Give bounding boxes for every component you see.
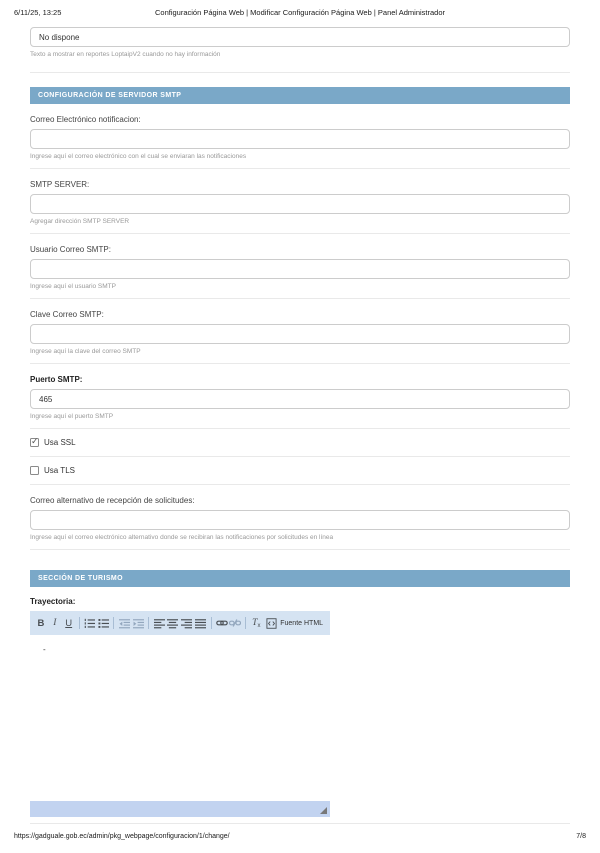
section-header-smtp: CONFIGURACIÓN DE SERVIDOR SMTP bbox=[30, 87, 570, 104]
reporte-texto-input[interactable] bbox=[30, 27, 570, 47]
field-label: SMTP SERVER: bbox=[30, 180, 90, 189]
align-left-icon bbox=[154, 618, 165, 629]
indent-button[interactable] bbox=[131, 614, 145, 632]
field-row-usa-tls bbox=[30, 457, 570, 485]
checkbox-label: Usa SSL bbox=[44, 438, 76, 447]
field-label: Puerto SMTP: bbox=[30, 375, 83, 384]
italic-button[interactable] bbox=[48, 614, 62, 632]
field-help: Ingrese aquí la clave del correo SMTP bbox=[30, 348, 141, 355]
unlink-button[interactable] bbox=[229, 614, 243, 632]
resize-handle-icon[interactable] bbox=[320, 807, 327, 814]
field-row-puerto-smtp bbox=[30, 364, 570, 429]
numbered-list-icon bbox=[84, 618, 95, 629]
field-label: Clave Correo SMTP: bbox=[30, 310, 104, 319]
align-center-icon bbox=[167, 618, 178, 629]
underline-button[interactable] bbox=[62, 614, 76, 632]
link-button[interactable] bbox=[215, 614, 229, 632]
field-help: Ingrese aquí el correo electrónico alternativo donde se recibiran las notificaciones por solicitudes en línea bbox=[30, 534, 334, 541]
richtext-editor bbox=[30, 611, 330, 817]
checkbox-label: Usa TLS bbox=[44, 466, 75, 475]
align-justify-button[interactable] bbox=[194, 614, 208, 632]
correo-alternativo-input[interactable] bbox=[30, 510, 570, 530]
smtp-server-input[interactable] bbox=[30, 194, 570, 214]
print-footer bbox=[14, 833, 586, 840]
bold-icon: B bbox=[37, 617, 45, 629]
field-row-reporte-texto bbox=[30, 20, 570, 73]
field-help: Agregar dirección SMTP SERVER bbox=[30, 218, 130, 225]
outdent-button[interactable] bbox=[117, 614, 131, 632]
bullet-list-button[interactable] bbox=[97, 614, 111, 632]
field-row-usuario-smtp bbox=[30, 234, 570, 299]
toolbar-separator bbox=[113, 617, 114, 629]
remove-format-icon: T bbox=[252, 618, 258, 628]
align-left-button[interactable] bbox=[152, 614, 166, 632]
field-label: Usuario Correo SMTP: bbox=[30, 245, 111, 254]
toolbar-separator bbox=[148, 617, 149, 629]
field-label: Correo alternativo de recepción de solicitudes: bbox=[30, 496, 195, 505]
numbered-list-button[interactable] bbox=[83, 614, 97, 632]
field-row-correo-notificacion bbox=[30, 104, 570, 169]
print-header bbox=[14, 8, 586, 20]
underline-icon: U bbox=[65, 617, 73, 629]
field-row-clave-smtp bbox=[30, 299, 570, 364]
clave-smtp-input[interactable] bbox=[30, 324, 570, 344]
row-divider bbox=[30, 823, 570, 824]
link-icon bbox=[216, 617, 228, 629]
toolbar-separator bbox=[211, 617, 212, 629]
source-icon bbox=[266, 618, 277, 629]
usa-ssl-checkbox[interactable] bbox=[30, 438, 39, 447]
bullet-list-icon bbox=[98, 618, 109, 629]
align-justify-icon bbox=[195, 618, 206, 629]
editor-bottom-bar bbox=[30, 801, 330, 817]
usa-tls-checkbox[interactable] bbox=[30, 466, 39, 475]
bold-button[interactable] bbox=[34, 614, 48, 632]
align-right-icon bbox=[181, 618, 192, 629]
italic-icon: I bbox=[53, 618, 57, 628]
field-row-smtp-server bbox=[30, 169, 570, 234]
field-help: Ingrese aquí el correo electrónico con el cual se enviaran las notificaciones bbox=[30, 153, 247, 160]
section-header-turismo: SECCIÓN DE TURISMO bbox=[30, 570, 570, 587]
usuario-smtp-input[interactable] bbox=[30, 259, 570, 279]
align-right-button[interactable] bbox=[180, 614, 194, 632]
editor-content-area[interactable]: - bbox=[30, 635, 330, 801]
align-center-button[interactable] bbox=[166, 614, 180, 632]
toolbar-separator bbox=[79, 617, 80, 629]
correo-notificacion-input[interactable] bbox=[30, 129, 570, 149]
remove-format-button[interactable] bbox=[249, 614, 263, 632]
source-html-button[interactable] bbox=[263, 614, 326, 632]
toolbar-separator bbox=[245, 617, 246, 629]
field-label: Correo Electrónico notificacion: bbox=[30, 115, 141, 124]
puerto-smtp-input[interactable] bbox=[30, 389, 570, 409]
page-title: Configuración Página Web | Modificar Configuración Página Web | Panel Administrador bbox=[154, 8, 446, 17]
editor-toolbar bbox=[30, 611, 330, 635]
outdent-icon bbox=[119, 618, 130, 629]
form-content bbox=[30, 20, 570, 824]
indent-icon bbox=[133, 618, 144, 629]
unlink-icon bbox=[229, 617, 241, 629]
field-help: Texto a mostrar en reportes LoptaipV2 cuando no hay información bbox=[30, 51, 221, 58]
source-button-label: Fuente HTML bbox=[280, 619, 324, 627]
checkmark-icon: ✓ bbox=[31, 436, 39, 446]
field-help: Ingrese aquí el usuario SMTP bbox=[30, 283, 116, 290]
print-page-number: 7/8 bbox=[576, 833, 586, 840]
field-help: Ingrese aquí el puerto SMTP bbox=[30, 413, 114, 420]
field-row-correo-alternativo bbox=[30, 485, 570, 550]
print-footer-url: https://gadguale.gob.ec/admin/pkg_webpage/configuracion/1/change/ bbox=[14, 833, 230, 840]
field-row-usa-ssl bbox=[30, 429, 570, 457]
print-datetime: 6/11/25, 13:25 bbox=[14, 8, 62, 17]
remove-format-sub: x bbox=[257, 622, 261, 629]
trayectoria-label: Trayectoria: bbox=[30, 597, 76, 606]
